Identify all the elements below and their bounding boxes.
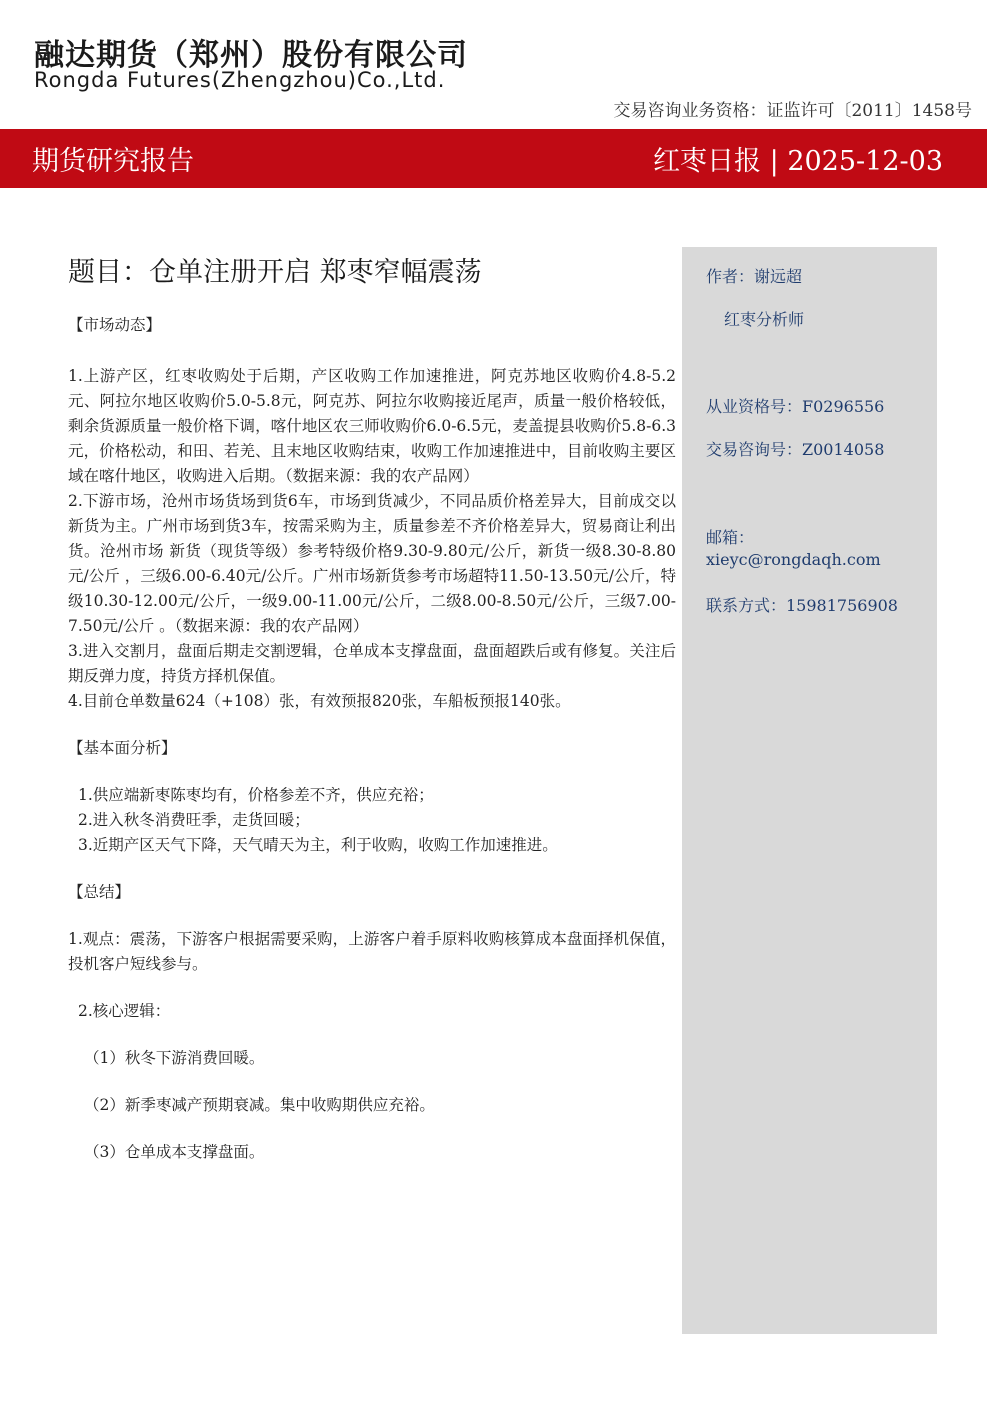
license-text: 交易咨询业务资格：证监许可〔2011〕1458号 (613, 101, 972, 121)
report-banner (0, 129, 987, 188)
market-section-heading: 【市场动态】 (68, 316, 162, 334)
banner-report-date: 红枣日报 | 2025-12-03 (653, 146, 943, 177)
author-role: 红枣分析师 (724, 310, 805, 329)
summary-logic-item: （2）新季枣减产预期衰减。集中收购期供应充裕。 (84, 1096, 435, 1114)
fundamental-item: 2.进入秋冬消费旺季，走货回暖； (78, 811, 310, 829)
fundamental-item: 3.近期产区天气下降，天气晴天为主，利于收购，收购工作加速推进。 (78, 836, 558, 854)
market-item: 1.上游产区，红枣收购处于后期，产区收购工作加速推进，阿克苏地区收购价4.8-5.2元、阿拉尔地区收购价5.0-5.8元，阿克苏、阿拉尔收购接近尾声，质量一般价格较低，剩余货源质量一般价格下调，喀什地区农三师收购价6.0-6.5元，麦盖提县收购价5.8-6.3元，价格松动，和田、若羌、且末地区收购结束，收购工作加速推进中，目前收购主要区域在喀什地区，收购进入后期。（数据来源：我的农产品网） (68, 367, 676, 485)
summary-view: 1.观点：震荡，下游客户根据需要采购，上游客户着手原料收购核算成本盘面择机保值，投机客户短线参与。 (68, 930, 676, 973)
company-name-cn: 融达期货（郑州）股份有限公司 (34, 38, 468, 73)
fundamental-section-heading: 【基本面分析】 (68, 739, 177, 757)
author-email[interactable]: xieyc@rongdaqh.com (706, 550, 881, 569)
company-name-en: Rongda Futures(Zhengzhou)Co.,Ltd. (34, 68, 446, 92)
summary-logic-heading: 2.核心逻辑： (78, 1002, 171, 1020)
report-title: 题目：仓单注册开启 郑枣窄幅震荡 (68, 257, 482, 288)
summary-logic-item: （1）秋冬下游消费回暖。 (84, 1049, 265, 1067)
banner-report-type: 期货研究报告 (32, 146, 194, 177)
summary-logic-item: （3）仓单成本支撑盘面。 (84, 1143, 265, 1161)
author-phone: 联系方式：15981756908 (706, 596, 898, 615)
market-item: 2.下游市场，沧州市场货场到货6车，市场到货减少，不同品质价格差异大，目前成交以新货为主。广州市场到货3车，按需采购为主，质量参差不齐价格差异大，贸易商让利出货。沧州市场 新货（现货等级）参考特级价格9.30-9.80元/公斤，新货一级8.30-8.80元/公斤 ，三级6.00-6.40元/公斤。广州市场新货参考市场超特11.50-13.50元/公斤，特级10.30-12.00元/公斤，一级9.00-11.00元/公斤，二级8.00-8.50元/公斤，三级7.00-7.50元/公斤 。（数据来源：我的农产品网） (68, 492, 676, 635)
author-email-label: 邮箱： (706, 528, 755, 547)
market-item: 4.目前仓单数量624（+108）张，有效预报820张，车船板预报140张。 (68, 692, 571, 710)
market-item: 3.进入交割月，盘面后期走交割逻辑，仓单成本支撑盘面，盘面超跌后或有修复。关注后期反弹力度，持货方择机保值。 (68, 642, 676, 685)
summary-section-heading: 【总结】 (68, 883, 131, 901)
author-sidebar (682, 247, 937, 1334)
fundamental-item: 1.供应端新枣陈枣均有，价格参差不齐，供应充裕； (78, 786, 434, 804)
report-body (68, 250, 676, 1165)
author-consult-no: 交易咨询号：Z0014058 (706, 440, 885, 459)
author-name: 作者：谢远超 (706, 267, 803, 286)
author-qualification: 从业资格号：F0296556 (706, 397, 885, 416)
